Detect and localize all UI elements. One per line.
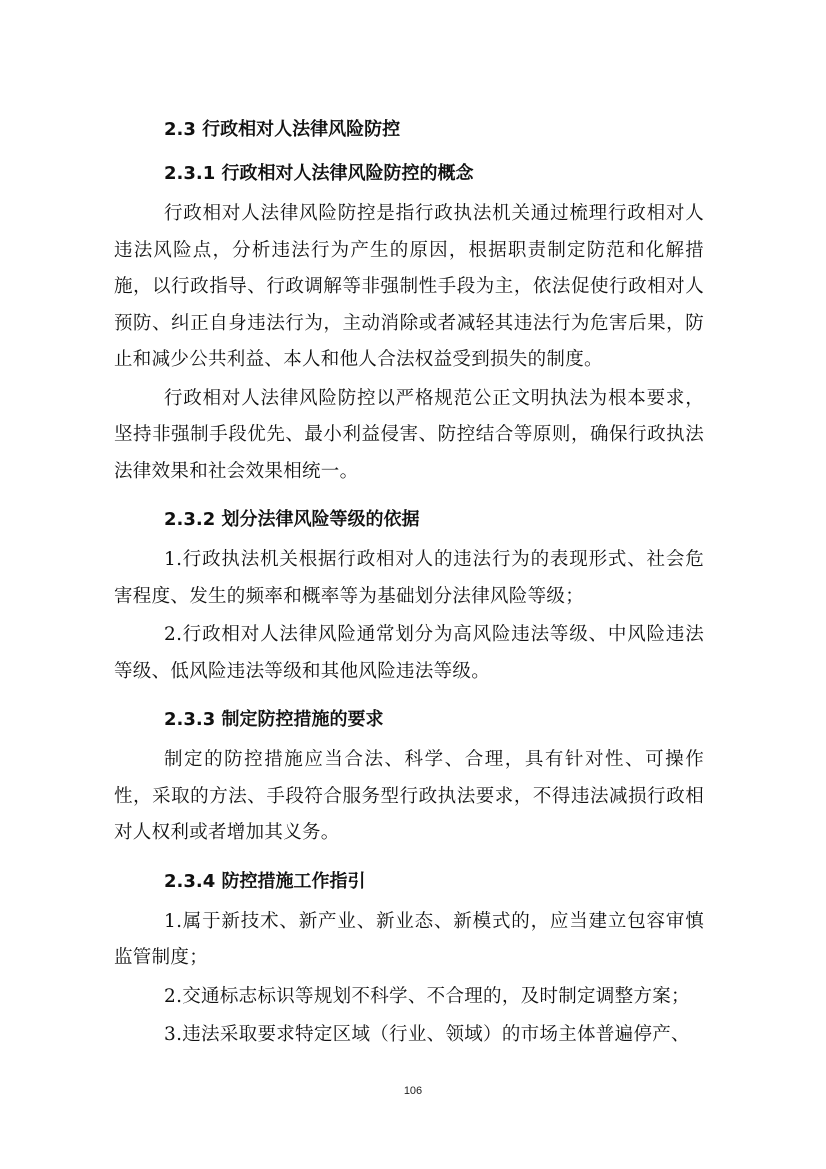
subsection-2-3-2 xyxy=(114,498,704,690)
paragraph: 行政相对人法律风险防控以严格规范公正文明执法为根本要求，坚持非强制手段优先、最小利益侵害、防控结合等原则，确保行政执法法律效果和社会效果相统一。 xyxy=(114,387,704,482)
subsection-heading: 2.3.2 划分法律风险等级的依据 xyxy=(164,509,420,530)
paragraph: 制定的防控措施应当合法、科学、合理，具有针对性、可操作性，采取的方法、手段符合服务型行政执法要求，不得违法减损行政相对人权利或者增加其义务。 xyxy=(114,749,704,843)
subsection-2-3-3 xyxy=(114,698,704,852)
paragraph: 行政相对人法律风险防控是指行政执法机关通过梳理行政相对人违法风险点，分析违法行为产生的原因，根据职责制定防范和化解措施，以行政指导、行政调解等非强制性手段为主，依法促使行政相对人预防、纠正自身违法行为，主动消除或者减轻其违法行为危害后果，防止和减少公共利益、本人和他人合法权益受到损失的制度。 xyxy=(114,203,704,370)
paragraph: 1.行政执法机关根据行政相对人的违法行为的表现形式、社会危害程度、发生的频率和概率等为基础划分法律风险等级； xyxy=(114,549,704,607)
subsection-2-3-4 xyxy=(114,860,704,1054)
page-content xyxy=(114,108,704,1056)
page-number: 106 xyxy=(403,1085,423,1097)
paragraph: 3.违法采取要求特定区域（行业、领域）的市场主体普遍停产、 xyxy=(164,1024,690,1045)
subsection-2-3-1 xyxy=(114,152,704,490)
paragraph: 2.行政相对人法律风险通常划分为高风险违法等级、中风险违法等级、低风险违法等级和其他风险违法等级。 xyxy=(114,624,704,682)
section-heading: 2.3 行政相对人法律风险防控 xyxy=(164,119,401,140)
subsection-heading: 2.3.1 行政相对人法律风险防控的概念 xyxy=(164,163,474,184)
subsection-heading: 2.3.4 防控措施工作指引 xyxy=(164,870,366,892)
subsection-heading: 2.3.3 制定防控措施的要求 xyxy=(164,709,384,730)
paragraph: 1.属于新技术、新产业、新业态、新模式的，应当建立包容审慎监管制度； xyxy=(114,910,704,968)
paragraph: 2.交通标志标识等规划不科学、不合理的，及时制定调整方案； xyxy=(164,985,690,1007)
